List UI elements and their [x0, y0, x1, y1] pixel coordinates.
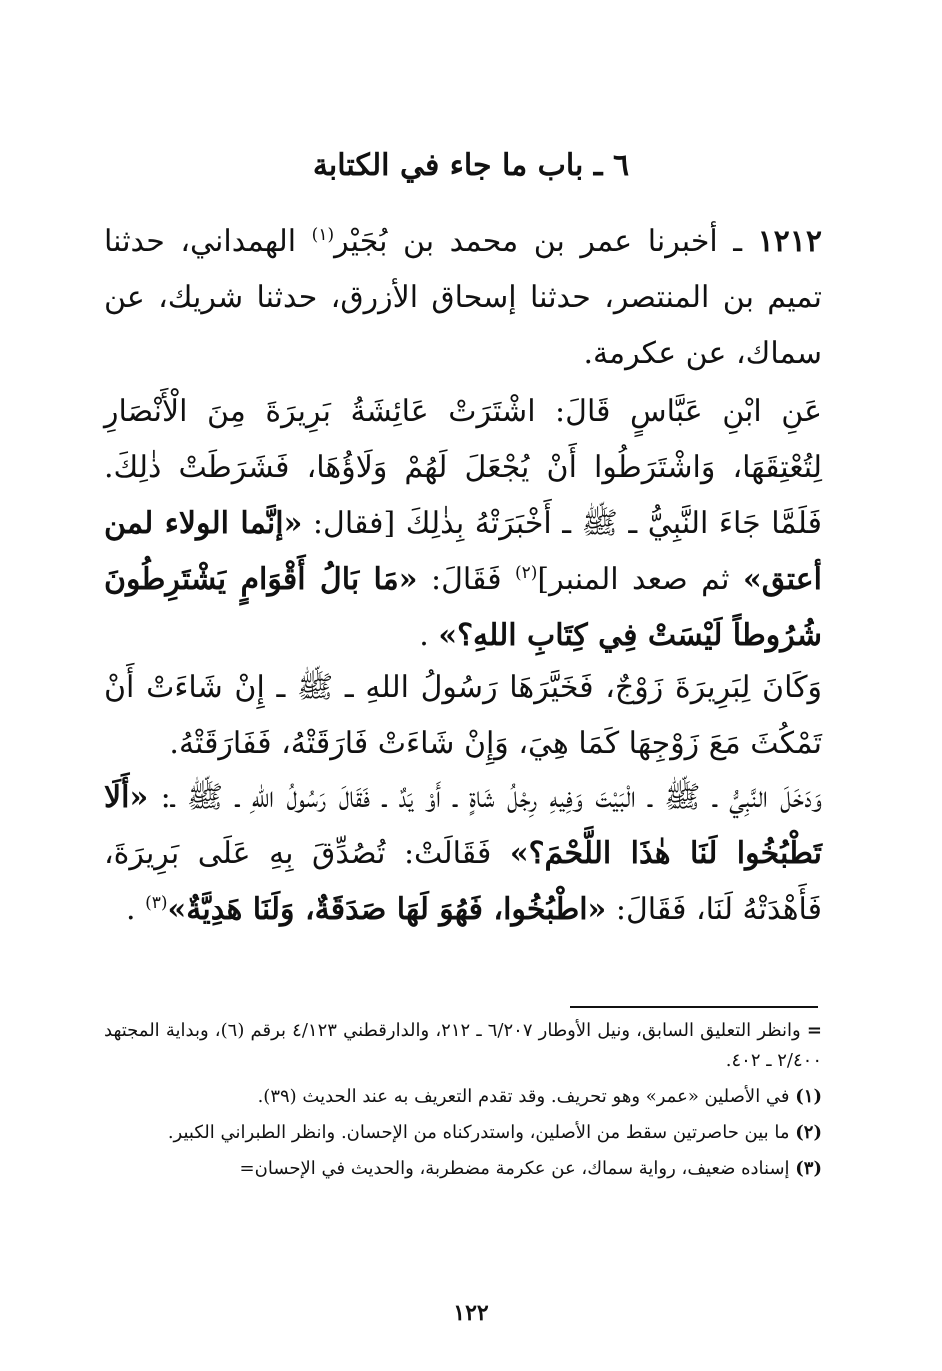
- footnotes: [104, 1016, 822, 1190]
- para-1-text-a: عَنِ ابْنِ عَبَّاسٍ قَالَ: اشْتَرَتْ عَائِشَةُ بَرِيرَةَ مِنَ الْأَنْصَارِ لِتُعْتِقَهَا، وَاشْتَرَطُوا أَنْ يُجْعَلَ لَهُمْ وَلَاؤُهَا، فَشَرَطَتْ ذٰلِكَ. فَلَمَّا جَاءَ النَّبِيُّ ـ ﷺ ـ أَخْبَرَتْهُ بِذٰلِكَ [فقال:: [104, 394, 822, 541]
- para-1-quote-b: «مَا بَالُ أَقْوَامٍ يَشْتَرِطُونَ شُرُوطاً لَيْسَتْ فِي كِتَابِ اللهِ؟»: [104, 562, 822, 653]
- footnote-ref-2: (٢): [514, 563, 538, 583]
- para-3-text-a: وَدَخَلَ النَّبِيُّ ـ ﷺ ـ الْبَيْتَ وَفِيهِ رِجْلُ شَاةٍ ـ أَوْ يَدٌ ـ فَقَالَ رَسُولُ اللهِ ـ ﷺ ـ:: [160, 780, 822, 815]
- footnote-1-text: في الأصلين «عمر» وهو تحريف. وقد تقدم التعريف به عند الحديث (٣٩).: [257, 1086, 790, 1107]
- footnote-2-mark: (٢): [795, 1122, 822, 1143]
- footnote-2-text: ما بين حاصرتين سقط من الأصلين، واستدركناه من الإحسان. وانظر الطبراني الكبير.: [167, 1122, 790, 1143]
- para-1-end: .: [419, 618, 429, 653]
- para-1-quote-a: «إنَّما الولاء لمن أعتق»: [104, 506, 822, 597]
- para-1-text-c: فَقَالَ:: [430, 562, 502, 597]
- isnad-text-start: ـ أخبرنا عمر بن محمد بن بُجَيْر: [334, 224, 743, 259]
- hadith-paragraph-3: [104, 770, 822, 938]
- para-3-text-b: فَقَالَتْ: تُصُدِّقَ بِهِ عَلَى بَرِيرَةَ، فَأَهْدَتْهُ لَنَا، فَقَالَ:: [104, 836, 822, 927]
- hadith-isnad: [104, 214, 822, 382]
- page-number: ١٢٢: [453, 1300, 489, 1326]
- footnote-1: [104, 1082, 822, 1112]
- para-3-end: .: [126, 892, 136, 927]
- chapter-heading: ٦ ـ باب ما جاء في الكتابة: [312, 148, 630, 183]
- para-3-quote-b: «اطْبُخُوا، فَهُوَ لَهَا صَدَقَةٌ، وَلَنَا هَدِيَّةٌ»: [167, 892, 607, 927]
- para-3-quote-a: «أَلَا تَطْبُخُوا لَنَا هٰذَا اللَّحْمَ؟»: [104, 780, 822, 871]
- hadith-paragraph-2: وَكَانَ لِبَرِيرَةَ زَوْجٌ، فَخَيَّرَهَا رَسُولُ اللهِ ـ ﷺ ـ إِنْ شَاءَتْ أَنْ تَمْكُثَ مَعَ زَوْجِهَا كَمَا هِيَ، وَإِنْ شَاءَتْ فَارَقَتْهُ، فَفَارَقَتْهُ.: [104, 670, 822, 761]
- footnote-3-mark: (٣): [795, 1158, 822, 1179]
- hadith-number: ١٢١٢: [757, 224, 823, 259]
- para-1-text-b: ثم صعد المنبر]: [537, 562, 730, 597]
- footnote-ref-1: (١): [311, 225, 335, 245]
- footnote-separator: [570, 1006, 818, 1008]
- isnad-text-end: الهمداني، حدثنا تميم بن المنتصر، حدثنا إسحاق الأزرق، حدثنا شريك، عن سماك، عن عكرمة.: [104, 224, 822, 371]
- footnote-continuation-text: وانظر التعليق السابق، ونيل الأوطار ٦/٢٠٧ ـ ٢١٢، والدارقطني ٤/١٢٣ برقم (٦)، وبداية المجتهد ٢/٤٠٠ ـ ٤٠٢.: [104, 1020, 822, 1071]
- footnote-ref-3: (٣): [145, 893, 168, 913]
- footnote-continuation: [104, 1016, 822, 1076]
- footnote-3-text: إسناده ضعيف، رواية سماك، عن عكرمة مضطربة، والحديث في الإحسان=: [239, 1158, 790, 1179]
- hadith-paragraph-1: [104, 384, 822, 664]
- footnote-1-mark: (١): [795, 1086, 822, 1107]
- continuation-mark: =: [806, 1020, 822, 1041]
- footnote-3: [104, 1154, 822, 1184]
- footnote-2: [104, 1118, 822, 1148]
